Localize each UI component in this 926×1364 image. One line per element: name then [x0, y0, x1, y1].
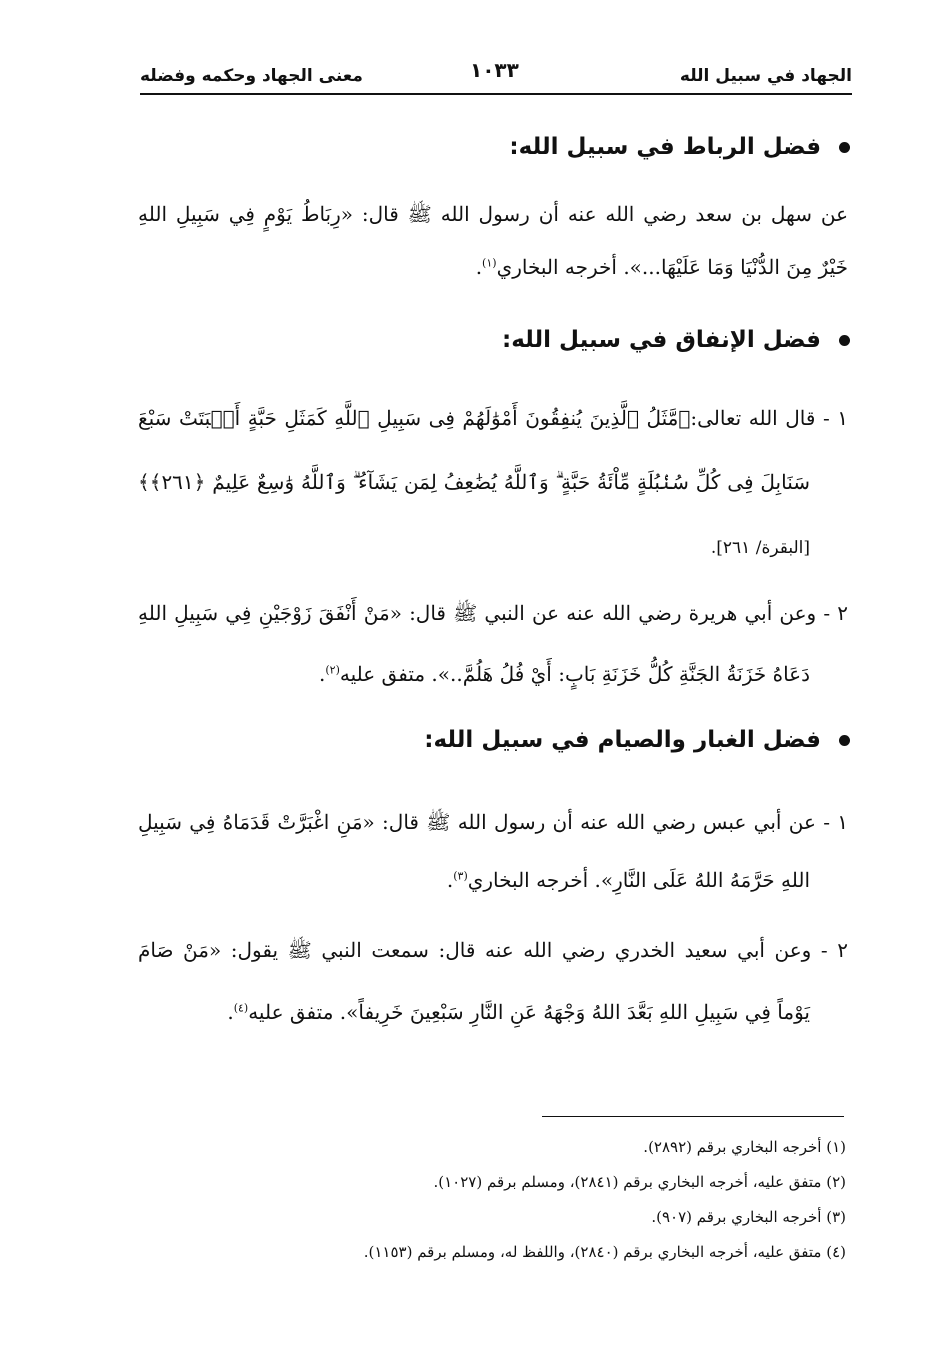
footnote: (٣) أخرجه البخاري برقم (٩٠٧).: [651, 1208, 846, 1226]
bullet-icon: [839, 142, 850, 153]
quran-reference: [البقرة/ ٢٦١].: [710, 538, 810, 558]
bullet-icon: [839, 735, 850, 746]
text-line: سَنَابِلَ فِى كُلِّ سُنۢبُلَةٍ مِّاْئَةُ حَبَّةٍ ۗ وَٱللَّهُ يُضَٰعِفُ لِمَن يَشَآءُ ۗ وَٱللَّهُ وَٰسِعٌ عَلِيمٌ ﴿٢٦١﴾﴾: [138, 470, 810, 494]
text-line: اللهِ حَرَّمَهُ اللهُ عَلَى النَّارِ». أخرجه البخاري$^{(٣)}$.: [446, 868, 810, 892]
footnote: (١) أخرجه البخاري برقم (٢٨٩٢).: [643, 1138, 846, 1156]
section-heading-ghubar: فضل الغبار والصيام في سبيل الله:: [424, 727, 850, 753]
footnote-ref[interactable]: (٢): [325, 663, 340, 677]
footnote-ref[interactable]: (٤): [233, 1001, 249, 1015]
footnote: (٢) متفق عليه، أخرجه البخاري برقم (٢٨٤١)، ومسلم برقم (١٠٢٧).: [433, 1173, 846, 1191]
text-line: ٢ - وعن أبي سعيد الخدري رضي الله عنه قال: سمعت النبي ﷺ يقول: «مَنْ صَامَ: [138, 938, 848, 962]
text-line: عن سهل بن سعد رضي الله عنه أن رسول الله ﷺ قال: «رِبَاطُ يَوْمٍ فِي سَبِيلِ اللهِ: [138, 202, 848, 226]
page-number: ١٠٣٣: [470, 58, 519, 82]
chapter-title: معنى الجهاد وحكمه وفضله: [140, 66, 363, 86]
section-heading-infaq: فضل الإنفاق في سبيل الله:: [502, 327, 850, 353]
footnote: (٤) متفق عليه، أخرجه البخاري برقم (٢٨٤٠)، واللفظ له، ومسلم برقم (١١٥٣).: [363, 1243, 846, 1261]
text-line: خَيْرٌ مِنَ الدُّنْيَا وَمَا عَلَيْهَا...». أخرجه البخاري$^{(١)}$.: [475, 255, 848, 279]
footnote-divider: [542, 1116, 844, 1117]
bullet-icon: [839, 335, 850, 346]
section-heading-ribat: فضل الرباط في سبيل الله:: [509, 134, 850, 160]
text-line: يَوْماً فِي سَبِيلِ اللهِ بَعَّدَ اللهُ وَجْهَهُ عَنِ النَّارِ سَبْعِينَ خَرِيفاً». متفق عليه$^{(٤)}$.: [227, 1000, 810, 1024]
footnote-ref[interactable]: (٣): [453, 869, 468, 883]
footnote-ref[interactable]: (١): [482, 256, 497, 270]
text-line: ١ - قال الله تعالى:﴿مَّثَلُ ٱلَّذِينَ يُنفِقُونَ أَمْوَٰلَهُمْ فِى سَبِيلِ ٱللَّهِ كَمَثَلِ حَبَّةٍ أَنۢبَتَتْ سَبْعَ: [138, 406, 848, 430]
text-line: ٢ - وعن أبي هريرة رضي الله عنه عن النبي ﷺ قال: «مَنْ أَنْفَقَ زَوْجَيْنِ فِي سَبِيلِ اللهِ: [138, 601, 848, 625]
book-title: الجهاد في سبيل الله: [679, 66, 852, 86]
running-header: [140, 58, 852, 92]
header-divider: [140, 93, 852, 95]
text-line: ١ - عن أبي عبس رضي الله عنه أن رسول الله ﷺ قال: «مَنِ اغْبَرَّتْ قَدَمَاهُ فِي سَبِيلِ: [138, 810, 848, 834]
text-line: دَعَاهُ خَزَنَةُ الجَنَّةِ كُلُّ خَزَنَةِ بَابٍ: أَيْ فُلُ هَلُمَّ..». متفق عليه$^{(٢)}$.: [318, 662, 810, 686]
